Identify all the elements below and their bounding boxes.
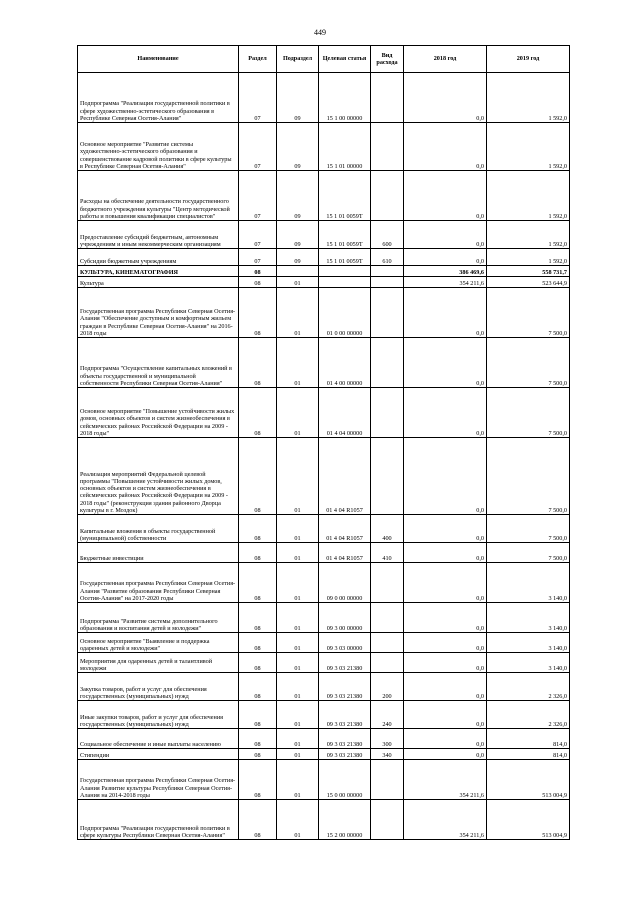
table-row — [78, 673, 570, 701]
row-podrazdel: 01 — [277, 701, 319, 729]
row-statya: 01 0 00 00000 — [319, 288, 371, 338]
row-vid — [371, 800, 404, 840]
row-razdel: 08 — [239, 266, 277, 277]
row-amount-2018: 0,0 — [404, 438, 487, 515]
row-razdel: 08 — [239, 760, 277, 800]
row-amount-2018: 0,0 — [404, 249, 487, 266]
row-amount-2019: 1 592,0 — [487, 171, 570, 221]
row-razdel: 08 — [239, 633, 277, 653]
row-amount-2018: 0,0 — [404, 515, 487, 543]
row-amount-2019: 558 731,7 — [487, 266, 570, 277]
row-vid — [371, 123, 404, 171]
row-name: Стипендии — [78, 749, 239, 760]
table-row — [78, 543, 570, 563]
row-razdel: 08 — [239, 388, 277, 438]
row-name: Бюджетные инвестиции — [78, 543, 239, 563]
row-name: Подпрограмма "Реализация государственной политики в сфере художественно-эстетического образования в Республике Северная Осетия-Алания" — [78, 73, 239, 123]
header-podrazdel: Подраздел — [277, 46, 319, 73]
row-name: Реализация мероприятий Федеральной целевой программы "Повышение устойчивости жилых домов, основных объектов и систем жизнеобеспечения в сейсмических районах Российской Федерации на 2009 - 2018 годы" (реконструкция здания районного Дворца культуры в г. Моздок) — [78, 438, 239, 515]
table-row — [78, 800, 570, 840]
row-podrazdel: 01 — [277, 729, 319, 749]
header-statya: Целевая статья — [319, 46, 371, 73]
row-razdel: 08 — [239, 701, 277, 729]
budget-table — [77, 45, 570, 840]
row-statya: 15 1 01 0059Т — [319, 221, 371, 249]
row-podrazdel: 01 — [277, 603, 319, 633]
row-name: Подпрограмма "Развитие системы дополнительного образования и воспитания детей и молодежи" — [78, 603, 239, 633]
row-vid — [371, 603, 404, 633]
row-podrazdel: 01 — [277, 749, 319, 760]
row-statya: 09 3 03 21380 — [319, 749, 371, 760]
row-vid: 600 — [371, 221, 404, 249]
row-amount-2018: 0,0 — [404, 603, 487, 633]
row-vid — [371, 388, 404, 438]
row-amount-2018: 0,0 — [404, 288, 487, 338]
row-amount-2019: 7 500,0 — [487, 515, 570, 543]
row-name: Подпрограмма "Реализация государственной политики в сфере культуры Республики Северная Осетия-Алания" — [78, 800, 239, 840]
row-name: Государственная программа Республики Северная Осетия-Алания Развитие культуры Республики Северная Осетия-Алания на 2014-2018 годы — [78, 760, 239, 800]
header-2018: 2018 год — [404, 46, 487, 73]
row-podrazdel: 01 — [277, 338, 319, 388]
row-statya: 15 0 00 00000 — [319, 760, 371, 800]
row-amount-2019: 7 500,0 — [487, 388, 570, 438]
row-razdel: 08 — [239, 338, 277, 388]
row-amount-2019: 3 140,0 — [487, 563, 570, 603]
row-statya — [319, 266, 371, 277]
row-name: Подпрограмма "Осуществление капитальных вложений в объекты государственной и муниципальной собственности Республики Северная Осетия-Алания" — [78, 338, 239, 388]
table-row — [78, 760, 570, 800]
row-amount-2019: 1 592,0 — [487, 73, 570, 123]
row-razdel: 08 — [239, 563, 277, 603]
row-razdel: 08 — [239, 277, 277, 288]
row-name: Культура — [78, 277, 239, 288]
row-razdel: 08 — [239, 543, 277, 563]
row-amount-2019: 1 592,0 — [487, 221, 570, 249]
table-row — [78, 277, 570, 288]
row-amount-2019: 523 644,9 — [487, 277, 570, 288]
row-amount-2019: 1 592,0 — [487, 249, 570, 266]
row-vid: 400 — [371, 515, 404, 543]
row-amount-2019: 1 592,0 — [487, 123, 570, 171]
row-name: Государственная программа Республики Северная Осетия-Алания "Развитие образования Республики Северная Осетия-Алания" на 2017-2020 годы — [78, 563, 239, 603]
table-header-row — [78, 46, 570, 73]
row-vid — [371, 760, 404, 800]
row-amount-2018: 0,0 — [404, 729, 487, 749]
table-body — [78, 73, 570, 840]
row-razdel: 08 — [239, 800, 277, 840]
row-vid: 200 — [371, 673, 404, 701]
table-row — [78, 701, 570, 729]
row-razdel: 07 — [239, 73, 277, 123]
row-name: Капитальные вложения в объекты государственной (муниципальной) собственности — [78, 515, 239, 543]
row-name: Предоставление субсидий бюджетным, автономным учреждениям и иным некоммерческим организациям — [78, 221, 239, 249]
row-amount-2019: 3 140,0 — [487, 633, 570, 653]
row-amount-2018: 0,0 — [404, 221, 487, 249]
table-row — [78, 653, 570, 673]
row-razdel: 08 — [239, 729, 277, 749]
table-row — [78, 749, 570, 760]
row-statya: 09 3 03 21380 — [319, 701, 371, 729]
row-amount-2019: 7 500,0 — [487, 338, 570, 388]
table-row — [78, 438, 570, 515]
row-amount-2019: 513 004,9 — [487, 800, 570, 840]
row-podrazdel: 01 — [277, 633, 319, 653]
row-podrazdel: 01 — [277, 800, 319, 840]
row-statya: 15 1 00 00000 — [319, 73, 371, 123]
header-2019: 2019 год — [487, 46, 570, 73]
table-row — [78, 171, 570, 221]
row-amount-2019: 814,0 — [487, 749, 570, 760]
row-vid — [371, 563, 404, 603]
row-vid — [371, 266, 404, 277]
row-amount-2018: 0,0 — [404, 653, 487, 673]
row-amount-2018: 354 211,6 — [404, 800, 487, 840]
row-statya: 01 4 04 00000 — [319, 388, 371, 438]
header-name: Наименование — [78, 46, 239, 73]
row-vid — [371, 73, 404, 123]
row-podrazdel: 01 — [277, 653, 319, 673]
row-amount-2019: 7 500,0 — [487, 543, 570, 563]
row-statya — [319, 277, 371, 288]
row-statya: 15 1 01 00000 — [319, 123, 371, 171]
table-row — [78, 221, 570, 249]
row-podrazdel: 09 — [277, 73, 319, 123]
row-amount-2019: 2 326,0 — [487, 701, 570, 729]
row-vid — [371, 171, 404, 221]
row-amount-2018: 0,0 — [404, 633, 487, 653]
row-podrazdel: 01 — [277, 388, 319, 438]
row-amount-2019: 513 004,9 — [487, 760, 570, 800]
row-podrazdel: 09 — [277, 171, 319, 221]
row-podrazdel: 09 — [277, 221, 319, 249]
row-amount-2018: 0,0 — [404, 73, 487, 123]
header-razdel: Раздел — [239, 46, 277, 73]
row-podrazdel: 01 — [277, 543, 319, 563]
row-statya: 01 4 04 R1057 — [319, 515, 371, 543]
row-statya: 09 0 00 00000 — [319, 563, 371, 603]
row-podrazdel: 09 — [277, 249, 319, 266]
row-vid — [371, 633, 404, 653]
row-name: Расходы на обеспечение деятельности государственного бюджетного учреждения культуры "Центр методической работы и повышения квалификации специалистов" — [78, 171, 239, 221]
row-vid: 240 — [371, 701, 404, 729]
row-name: Социальное обеспечение и иные выплаты населению — [78, 729, 239, 749]
row-amount-2018: 386 469,6 — [404, 266, 487, 277]
table-row — [78, 249, 570, 266]
row-razdel: 08 — [239, 749, 277, 760]
row-podrazdel: 09 — [277, 123, 319, 171]
page-number: 449 — [314, 28, 326, 37]
row-vid — [371, 438, 404, 515]
table-row — [78, 515, 570, 543]
row-amount-2019: 7 500,0 — [487, 288, 570, 338]
row-amount-2018: 354 211,6 — [404, 760, 487, 800]
row-statya: 15 1 01 0059Т — [319, 171, 371, 221]
row-razdel: 08 — [239, 653, 277, 673]
row-amount-2018: 0,0 — [404, 701, 487, 729]
row-name: Субсидии бюджетным учреждениям — [78, 249, 239, 266]
row-razdel: 07 — [239, 123, 277, 171]
row-vid: 300 — [371, 729, 404, 749]
row-razdel: 07 — [239, 221, 277, 249]
row-statya: 15 2 00 00000 — [319, 800, 371, 840]
table-row — [78, 388, 570, 438]
row-razdel: 08 — [239, 603, 277, 633]
row-amount-2018: 0,0 — [404, 338, 487, 388]
table-row — [78, 288, 570, 338]
row-statya: 01 4 04 R1057 — [319, 438, 371, 515]
row-statya: 09 3 00 00000 — [319, 603, 371, 633]
row-name: Закупка товаров, работ и услуг для обеспечения государственных (муниципальных) нужд — [78, 673, 239, 701]
row-amount-2019: 7 500,0 — [487, 438, 570, 515]
row-statya: 15 1 01 0059Т — [319, 249, 371, 266]
row-podrazdel: 01 — [277, 673, 319, 701]
row-name: КУЛЬТУРА, КИНЕМАТОГРАФИЯ — [78, 266, 239, 277]
row-statya: 01 4 00 00000 — [319, 338, 371, 388]
row-name: Государственная программа Республики Северная Осетия-Алания "Обеспечение доступным и комфортным жильем граждан в Республике Северная Осетия-Алания" на 2016-2018 годы — [78, 288, 239, 338]
row-razdel: 08 — [239, 515, 277, 543]
row-podrazdel: 01 — [277, 563, 319, 603]
row-razdel: 08 — [239, 438, 277, 515]
row-statya: 09 3 03 21380 — [319, 729, 371, 749]
table-row — [78, 633, 570, 653]
table-row — [78, 338, 570, 388]
row-amount-2018: 0,0 — [404, 563, 487, 603]
row-podrazdel: 01 — [277, 288, 319, 338]
row-name: Основное мероприятие "Выявление и поддержка одаренных детей и молодежи" — [78, 633, 239, 653]
row-podrazdel: 01 — [277, 515, 319, 543]
header-vid: Вид расхода — [371, 46, 404, 73]
row-razdel: 07 — [239, 171, 277, 221]
row-podrazdel: 01 — [277, 277, 319, 288]
row-amount-2019: 3 140,0 — [487, 603, 570, 633]
row-podrazdel — [277, 266, 319, 277]
row-vid — [371, 338, 404, 388]
row-vid: 410 — [371, 543, 404, 563]
row-vid — [371, 277, 404, 288]
row-name: Мероприятия для одаренных детей и талантливой молодежи — [78, 653, 239, 673]
row-amount-2018: 0,0 — [404, 543, 487, 563]
table-row — [78, 563, 570, 603]
row-amount-2018: 0,0 — [404, 388, 487, 438]
row-amount-2018: 354 211,6 — [404, 277, 487, 288]
row-name: Основное мероприятие "Повышение устойчивости жилых домов, основных объектов и систем жизнеобеспечения в сейсмических районах Российской Федерации на 2009 - 2018 годы" — [78, 388, 239, 438]
row-statya: 09 3 03 00000 — [319, 633, 371, 653]
table-row — [78, 266, 570, 277]
row-vid: 340 — [371, 749, 404, 760]
row-razdel: 08 — [239, 673, 277, 701]
row-razdel: 08 — [239, 288, 277, 338]
row-statya: 01 4 04 R1057 — [319, 543, 371, 563]
row-amount-2018: 0,0 — [404, 749, 487, 760]
row-amount-2018: 0,0 — [404, 123, 487, 171]
row-amount-2019: 814,0 — [487, 729, 570, 749]
table-row — [78, 123, 570, 171]
row-amount-2019: 2 326,0 — [487, 673, 570, 701]
row-vid — [371, 288, 404, 338]
row-podrazdel: 01 — [277, 438, 319, 515]
row-amount-2019: 3 140,0 — [487, 653, 570, 673]
row-razdel: 07 — [239, 249, 277, 266]
table-row — [78, 603, 570, 633]
table-row — [78, 73, 570, 123]
row-amount-2018: 0,0 — [404, 673, 487, 701]
row-name: Иные закупки товаров, работ и услуг для обеспечения государственных (муниципальных) нужд — [78, 701, 239, 729]
row-vid — [371, 653, 404, 673]
row-statya: 09 3 03 21380 — [319, 673, 371, 701]
row-statya: 09 3 03 21380 — [319, 653, 371, 673]
row-vid: 610 — [371, 249, 404, 266]
row-podrazdel: 01 — [277, 760, 319, 800]
row-name: Основное мероприятие "Развитие системы художественно-эстетического образования и совершенствование кадровой политики в сфере культуры в Республике Северная Осетия-Алания" — [78, 123, 239, 171]
row-amount-2018: 0,0 — [404, 171, 487, 221]
table-row — [78, 729, 570, 749]
